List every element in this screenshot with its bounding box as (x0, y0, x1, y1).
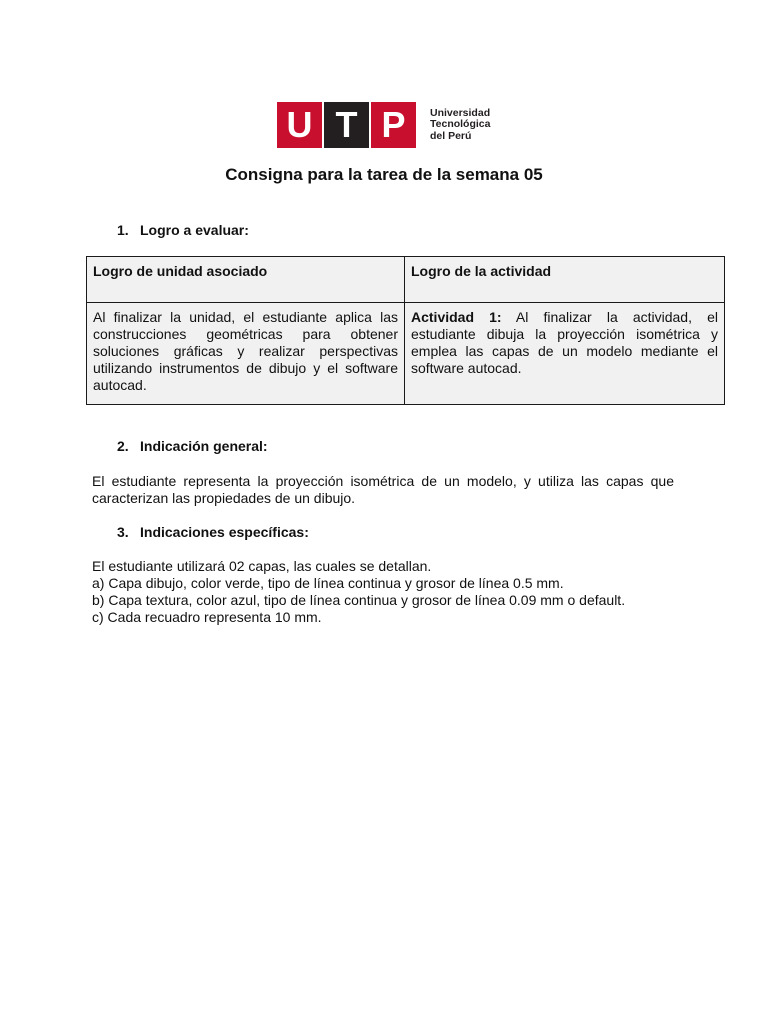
section-number: 1. (117, 222, 129, 238)
logo-text-line: del Perú (430, 129, 472, 142)
section-heading-logro (117, 222, 249, 239)
actividad-label: Actividad 1: (411, 309, 502, 325)
list-item: b) Capa textura, color azul, tipo de línea continua y grosor de línea 0.09 mm o default. (92, 592, 626, 608)
section-title: Indicaciones específicas: (140, 524, 309, 540)
indicaciones-especificas-list (92, 558, 692, 626)
logo-text-line: Tecnológica (430, 118, 491, 131)
table-row (87, 303, 725, 405)
list-item: a) Capa dibujo, color verde, tipo de línea continua y grosor de línea 0.5 mm. (92, 575, 564, 591)
section-number: 2. (117, 438, 129, 454)
section-title: Logro a evaluar: (140, 222, 249, 238)
document-title: Consigna para la tarea de la semana 05 (225, 165, 543, 184)
list-item: El estudiante utilizará 02 capas, las cuales se detallan. (92, 558, 432, 574)
table-header-actividad: Logro de la actividad (405, 257, 725, 303)
list-item: c) Cada recuadro representa 10 mm. (92, 609, 322, 625)
logo-letter-u: U (277, 102, 322, 148)
actividad-text: Al finalizar la actividad, el estudiante dibuja la proyección isométrica y emplea las capas de un modelo mediante el software autocad. (411, 309, 718, 376)
utp-logo (277, 102, 490, 148)
logo-text-line: Universidad (430, 106, 491, 119)
logro-table (86, 256, 725, 405)
logo-letter-t: T (324, 102, 369, 148)
table-header-unidad: Logro de unidad asociado (87, 257, 405, 303)
indicacion-general-text (92, 473, 674, 507)
section-title: Indicación general: (140, 438, 268, 454)
cell-logro-unidad: Al finalizar la unidad, el estudiante aplica las construcciones geométricas para obtener soluciones gráficas y realizar perspectivas utilizando instrumentos de dibujo y el software autocad. (87, 303, 405, 405)
cell-logro-actividad (405, 303, 725, 405)
section-number: 3. (117, 524, 129, 540)
section-heading-indicaciones-especificas (117, 524, 309, 541)
section-heading-indicacion-general (117, 438, 268, 455)
logo-wordmark (430, 102, 490, 148)
table-header-row (87, 257, 725, 303)
paragraph: El estudiante representa la proyección isométrica de un modelo, y utiliza las capas que caracterizan las propiedades de un dibujo. (92, 473, 674, 506)
logo-letter-p: P (371, 102, 416, 148)
